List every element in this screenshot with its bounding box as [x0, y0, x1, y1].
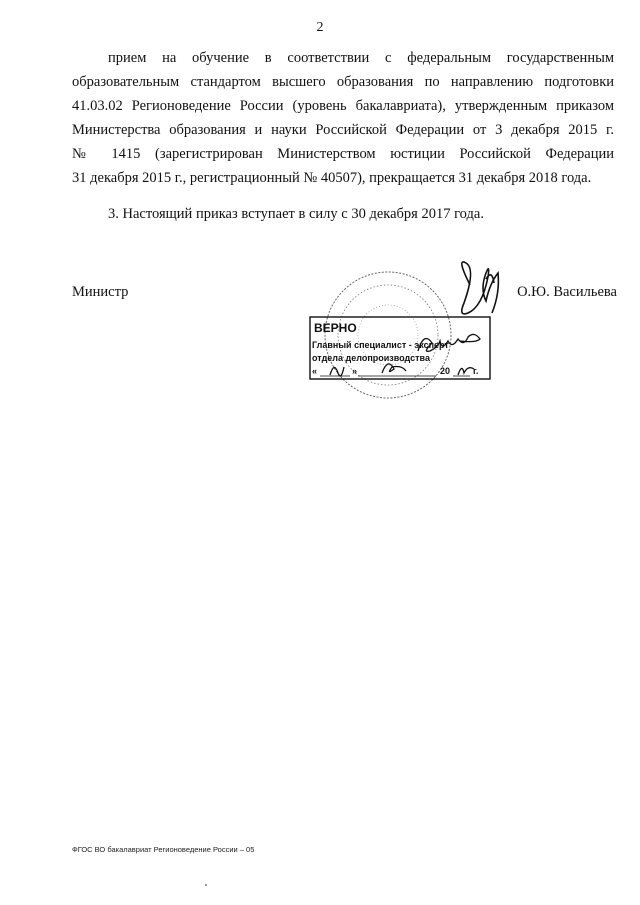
minister-signature-icon [462, 262, 499, 314]
stamp-line-2: отдела делопроизводства [312, 353, 430, 363]
paragraph-line: 3. Настоящий приказ вступает в силу с 30 декабря 2017 года. [108, 206, 484, 222]
paragraph-line: Министерства образования и науки Российской Федерации от 3 декабря 2015 г. [72, 122, 614, 138]
stamp-date-day: » [352, 366, 358, 376]
paragraph-line: № 1415 (зарегистрирован Министерством юстиции Российской Федерации [72, 146, 614, 162]
paragraph-3 [108, 202, 608, 226]
paragraph-line: 31 декабря 2015 г., регистрационный № 40507), прекращается 31 декабря 2018 года. [72, 170, 592, 186]
scan-speck [205, 884, 207, 886]
page-number: 2 [316, 20, 324, 35]
signer-name: О.Ю. Васильева [517, 284, 617, 300]
stamp-date-suffix: г. [473, 366, 479, 376]
stamp-date-prefix: « [312, 366, 318, 376]
certification-stamp [290, 255, 610, 405]
paragraph-1 [72, 46, 614, 190]
paragraph-line: 41.03.02 Регионоведение России (уровень бакалавриата), утвержденным приказом [72, 98, 614, 114]
stamp-date-year: 20 [440, 366, 451, 376]
paragraph-line: прием на обучение в соответствии с федеральным государственным [108, 50, 614, 66]
footer-text: ФГОС ВО бакалавриат Регионоведение России – 05 [72, 845, 255, 854]
stamp-line-1: Главный специалист - эксперт [312, 340, 449, 350]
paragraph-line: образовательным стандартом высшего образования по направлению подготовки [72, 74, 614, 90]
signer-title: Министр [72, 284, 129, 300]
stamp-heading: ВЕРНО [314, 321, 357, 335]
